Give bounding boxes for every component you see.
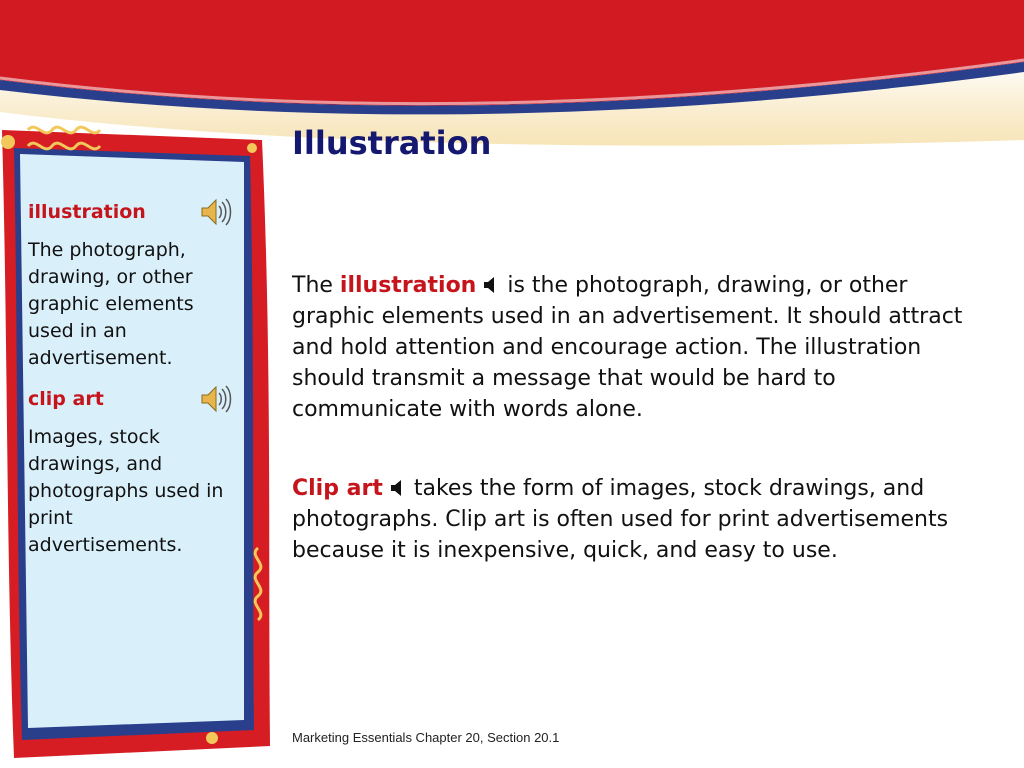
paragraph-prefix: The	[292, 273, 333, 298]
page-title: Illustration	[292, 124, 492, 162]
speaker-icon[interactable]	[199, 195, 233, 229]
paragraph-text: takes the form of images, stock drawings, and photographs. Clip art is often used for print advertisements because it is inexpensive, quick, and easy to use.	[292, 476, 949, 563]
paragraph-text: is the photograph, drawing, or other graphic elements used in an advertisement. It should attract and hold attention and encourage action. The illustration should transmit a message that would be hard to communicate with words alone.	[292, 273, 963, 422]
term-illustration: illustration	[28, 200, 146, 223]
term-row-illustration	[28, 195, 233, 229]
audio-play-icon[interactable]	[482, 276, 496, 294]
audio-play-icon[interactable]	[389, 479, 403, 497]
speaker-icon[interactable]	[199, 382, 233, 416]
footer: Marketing Essentials Chapter 20, Section 20.1	[292, 730, 560, 745]
highlight-clip-art[interactable]: Clip art	[292, 476, 383, 501]
term-clip-art: clip art	[28, 387, 104, 410]
definition-clip-art: Images, stock drawings, and photographs used in print advertisements.	[28, 426, 224, 556]
paragraph-illustration	[292, 270, 964, 425]
paragraph-clip-art	[292, 473, 964, 566]
vocabulary-sidebar	[28, 195, 233, 569]
highlight-illustration[interactable]: illustration	[339, 273, 477, 298]
definition-illustration: The photograph, drawing, or other graphic elements used in an advertisement.	[28, 239, 194, 369]
term-row-clip-art	[28, 382, 233, 416]
